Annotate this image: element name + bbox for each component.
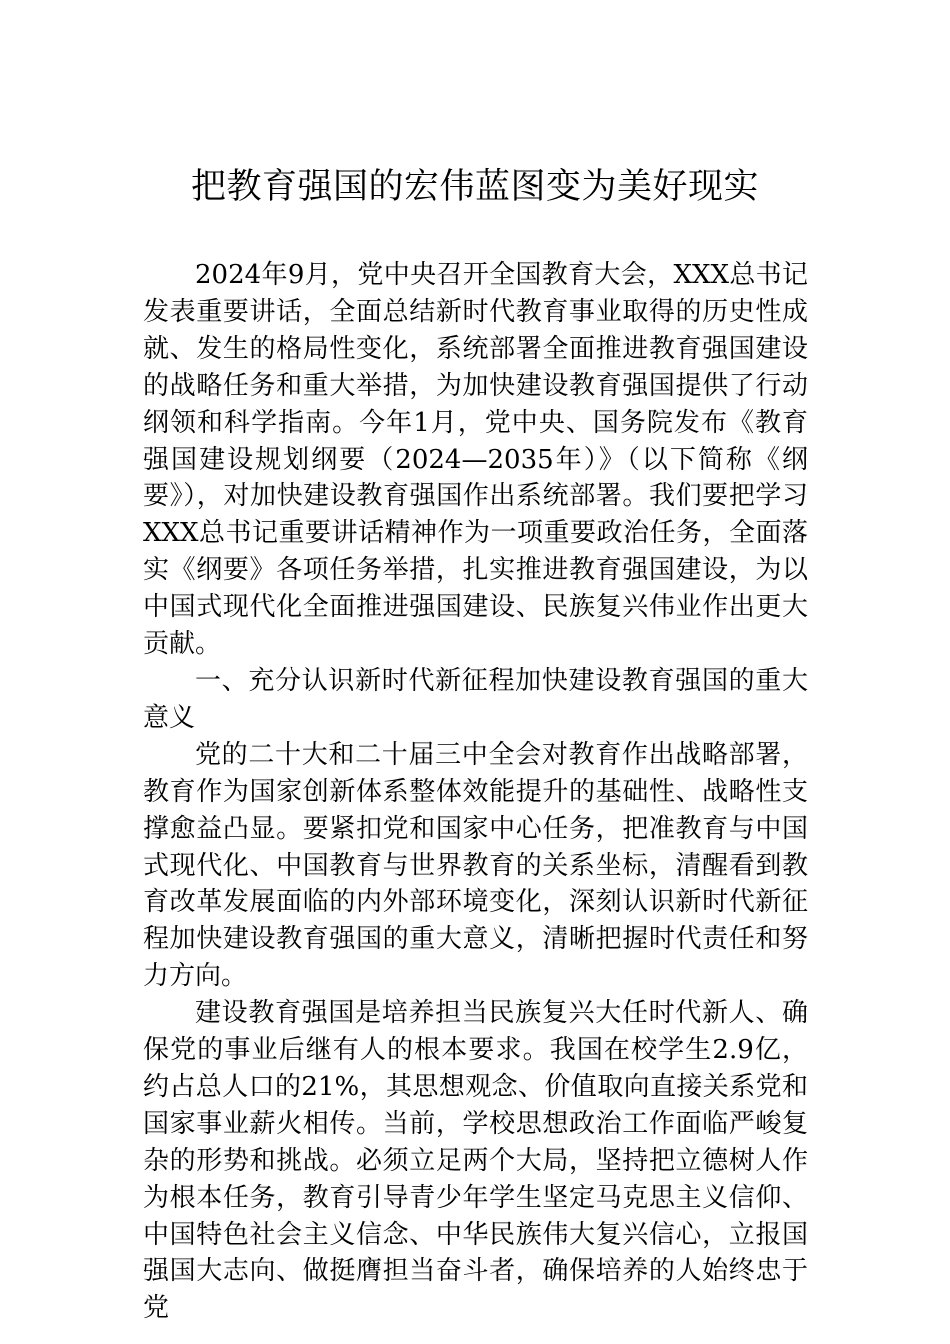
paragraph-intro: 2024年9月，党中央召开全国教育大会，XXX总书记发表重要讲话，全面总结新时代教育事业取得的历史性成就、发生的格局性变化，系统部署全面推进教育强国建设的战略任务和重大举措，为加快建设教育强国提供了行动纲领和科学指南。今年1月，党中央、国务院发布《教育强国建设规划纲要（2024—2035年）》（以下简称《纲要》），对加快建设教育强国作出系统部署。我们要把学习XXX总书记重要讲话精神作为一项重要政治任务，全面落实《纲要》各项任务举措，扎实推进教育强国建设，为以中国式现代化全面推进强国建设、民族复兴伟业作出更大贡献。 bbox=[143, 260, 808, 660]
section-heading-1: 一、充分认识新时代新征程加快建设教育强国的重大意义 bbox=[143, 665, 808, 733]
document-title: 把教育强国的宏伟蓝图变为美好现实 bbox=[190, 167, 759, 207]
paragraph-talent: 建设教育强国是培养担当民族复兴大任时代新人、确保党的事业后继有人的根本要求。我国在校学生2.9亿，约占总人口的21%，其思想观念、价值取向直接关系党和国家事业薪火相传。当前，学校思想政治工作面临严峻复杂的形势和挑战。必须立足两个大局，坚持把立德树人作为根本任务，教育引导青少年学生坚定马克思主义信仰、中国特色社会主义信念、中华民族伟大复兴信心，立报国强国大志向、做挺膺担当奋斗者，确保培养的人始终忠于党 bbox=[143, 998, 808, 1324]
paragraph-significance: 党的二十大和二十届三中全会对教育作出战略部署，教育作为国家创新体系整体效能提升的基础性、战略性支撑愈益凸显。要紧扣党和国家中心任务，把准教育与中国式现代化、中国教育与世界教育的关系坐标，清醒看到教育改革发展面临的内外部环境变化，深刻认识新时代新征程加快建设教育强国的重大意义，清晰把握时代责任和努力方向。 bbox=[143, 739, 808, 992]
document-body bbox=[143, 257, 808, 1327]
